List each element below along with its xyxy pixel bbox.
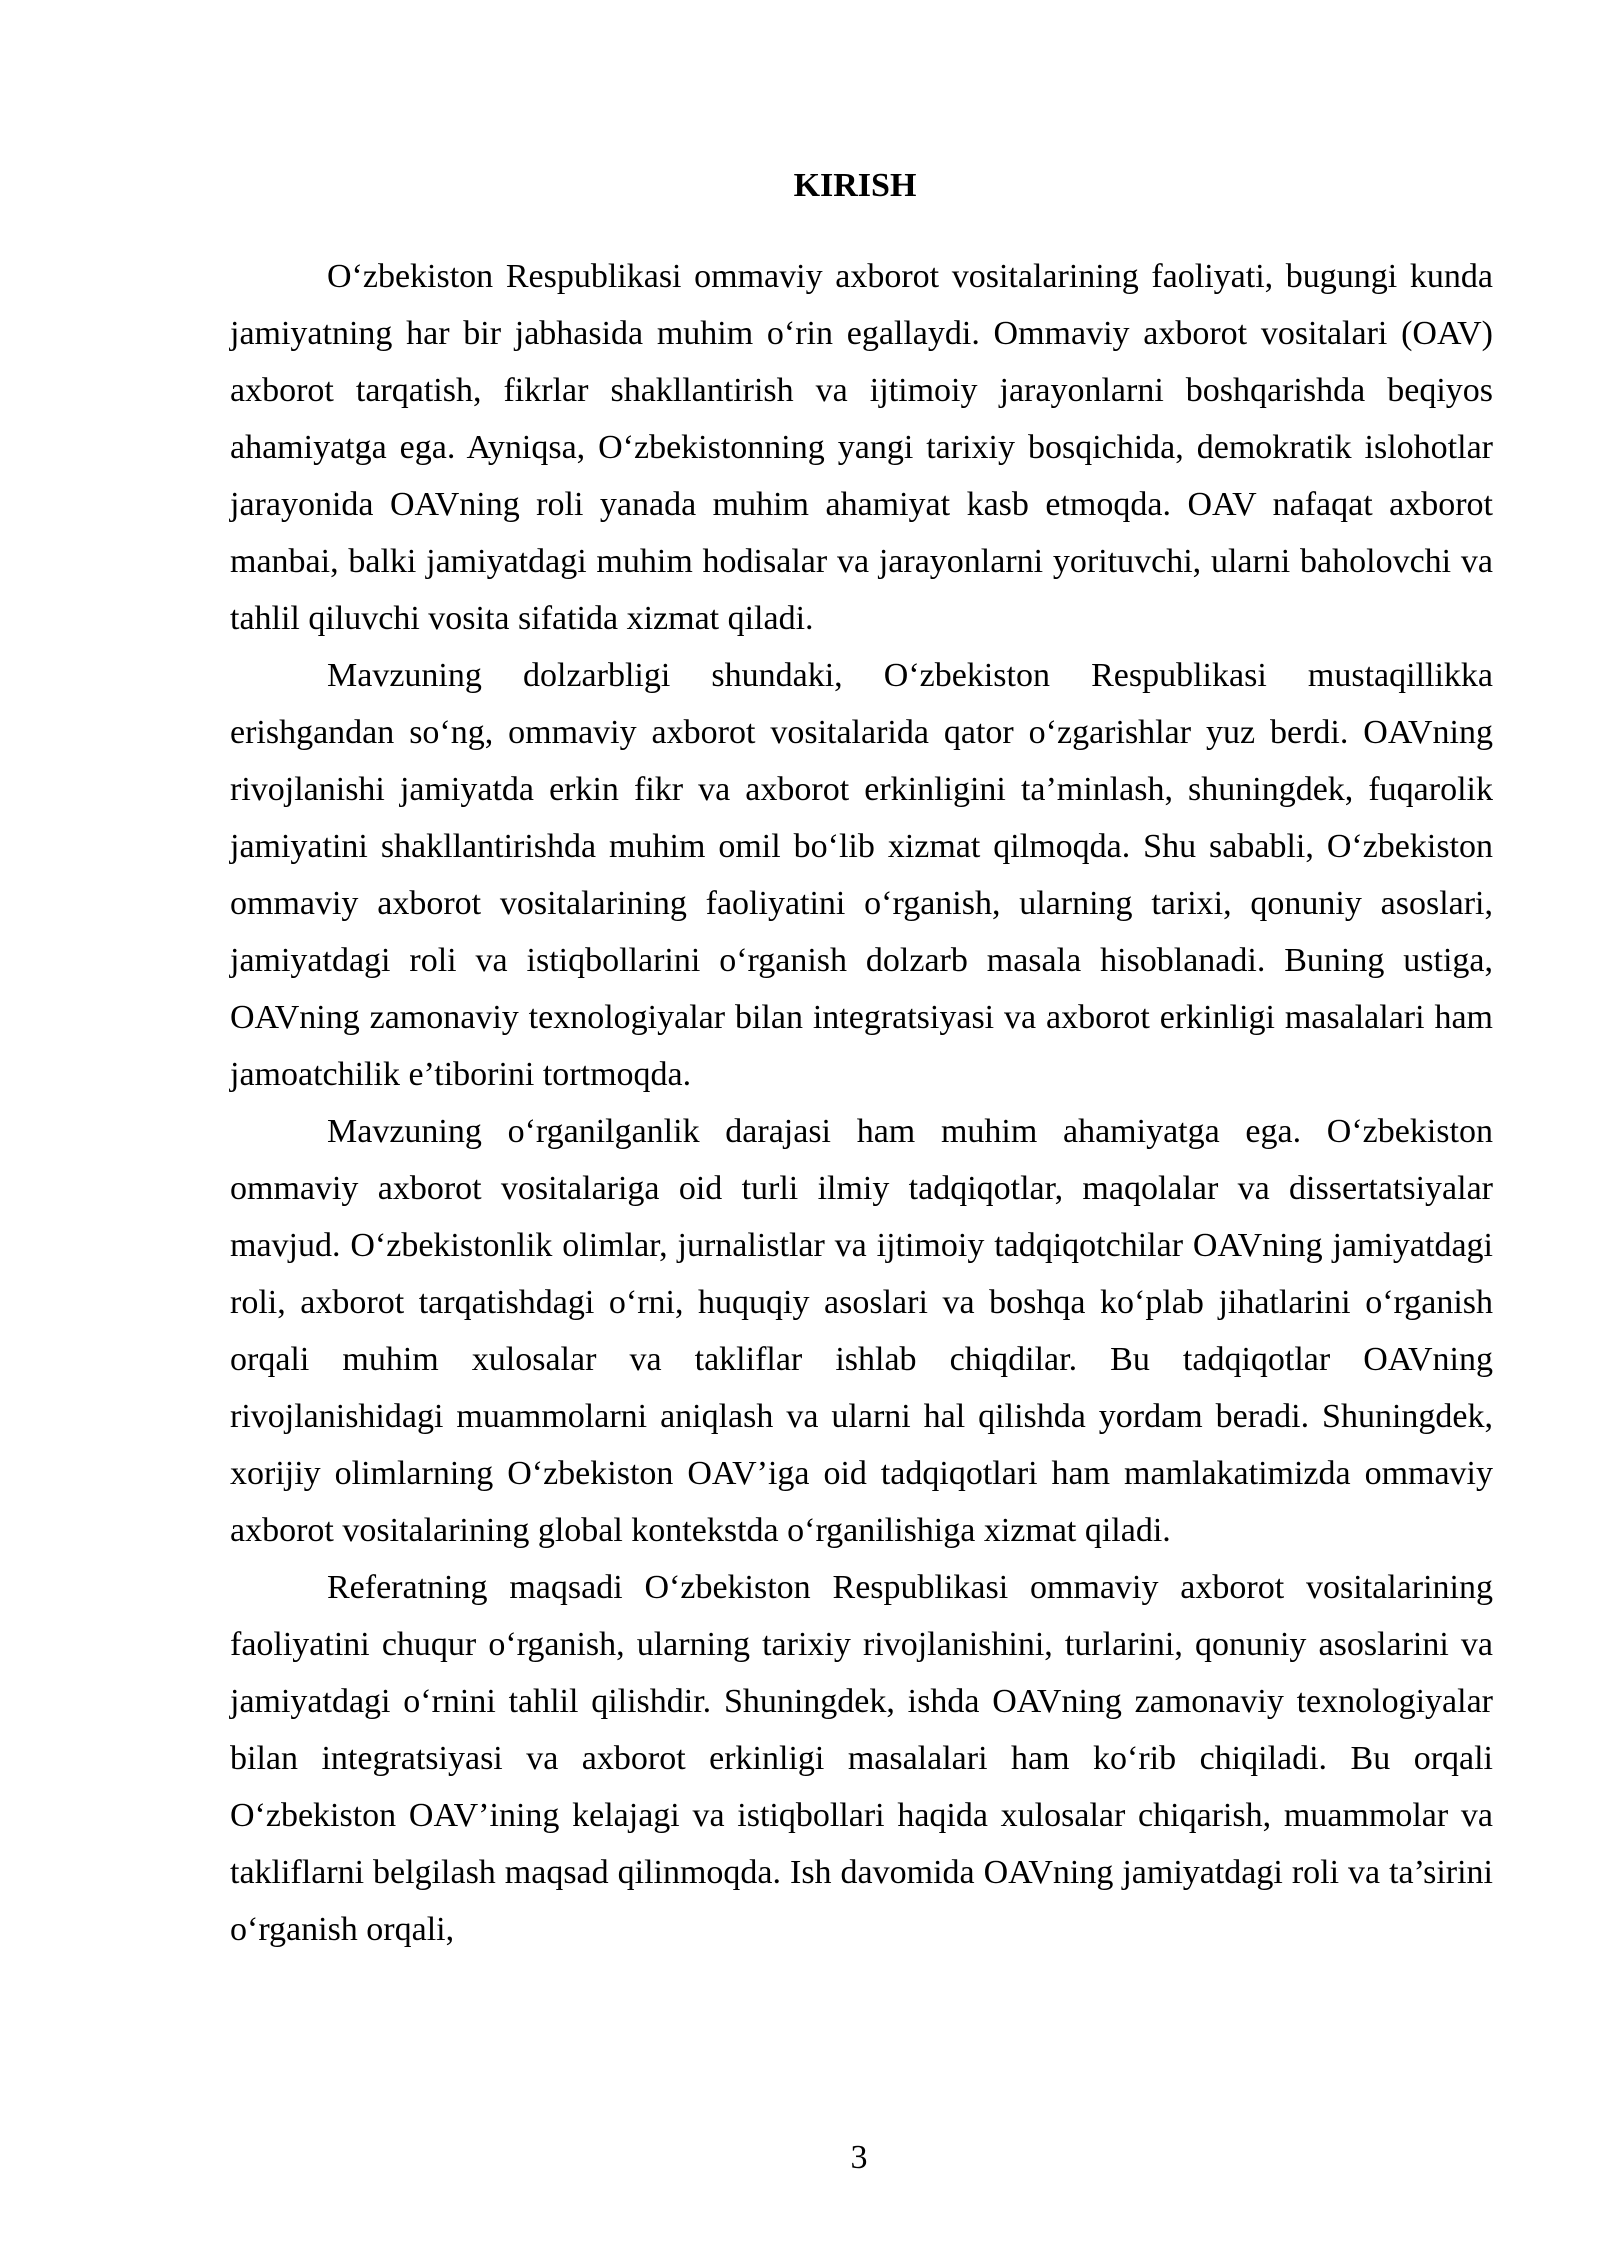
document-body (230, 248, 1493, 1958)
paragraph-study-degree: Mavzuning o‘rganilganlik darajasi ham muhim ahamiyatga ega. O‘zbekiston ommaviy axborot vositalariga oid turli ilmiy tadqiqotlar, maqolalar va dissertatsiyalar mavjud. O‘zbekistonlik olimlar, jurnalistlar va ijtimoiy tadqiqotchilar OAVning jamiyatdagi roli, axborot tarqatishdagi o‘rni, huquqiy asoslari va boshqa ko‘plab jihatlarini o‘rganish orqali muhim xulosalar va takliflar ishlab chiqdilar. Bu tadqiqotlar OAVning rivojlanishidagi muammolarni aniqlash va ularni hal qilishda yordam beradi. Shuningdek, xorijiy olimlarning O‘zbekiston OAV’iga oid tadqiqotlari ham mamlakatimizda ommaviy axborot vositalarining global kontekstda o‘rganilishiga xizmat qiladi. (230, 1113, 1493, 1549)
section-title: KIRISH (793, 167, 917, 204)
paragraph-introduction: O‘zbekiston Respublikasi ommaviy axborot vositalarining faoliyati, bugungi kunda jamiyatning har bir jabhasida muhim o‘rin egallaydi. Ommaviy axborot vositalari (OAV) axborot tarqatish, fikrlar shakllantirish va ijtimoiy jarayonlarni boshqarishda beqiyos ahamiyatga ega. Ayniqsa, O‘zbekistonning yangi tarixiy bosqichida, demokratik islohotlar jarayonida OAVning roli yanada muhim ahamiyat kasb etmoqda. OAV nafaqat axborot manbai, balki jamiyatdagi muhim hodisalar va jarayonlarni yorituvchi, ularni baholovchi va tahlil qiluvchi vosita sifatida xizmat qiladi. (230, 258, 1493, 637)
paragraph-purpose: Referatning maqsadi O‘zbekiston Respublikasi ommaviy axborot vositalarining faoliyatini chuqur o‘rganish, ularning tarixiy rivojlanishini, turlarini, qonuniy asoslarini va jamiyatdagi o‘rnini tahlil qilishdir. Shuningdek, ishda OAVning zamonaviy texnologiyalar bilan integratsiyasi va axborot erkinligi masalalari ham ko‘rib chiqiladi. Bu orqali O‘zbekiston OAV’ining kelajagi va istiqbollari haqida xulosalar chiqarish, muammolar va takliflarni belgilash maqsad qilinmoqda. Ish davomida OAVning jamiyatdagi roli va ta’sirini o‘rganish orqali, (230, 1569, 1493, 1948)
page-number: 3 (850, 2139, 868, 2176)
paragraph-relevance: Mavzuning dolzarbligi shundaki, O‘zbekiston Respublikasi mustaqillikka erishgandan so‘ng, ommaviy axborot vositalarida qator o‘zgarishlar yuz berdi. OAVning rivojlanishi jamiyatda erkin fikr va axborot erkinligini ta’minlash, shuningdek, fuqarolik jamiyatini shakllantirishda muhim omil bo‘lib xizmat qilmoqda. Shu sababli, O‘zbekiston ommaviy axborot vositalarining faoliyatini o‘rganish, ularning tarixi, qonuniy asoslari, jamiyatdagi roli va istiqbollarini o‘rganish dolzarb masala hisoblanadi. Buning ustiga, OAVning zamonaviy texnologiyalar bilan integratsiyasi va axborot erkinligi masalalari ham jamoatchilik e’tiborini tortmoqda. (230, 657, 1493, 1093)
